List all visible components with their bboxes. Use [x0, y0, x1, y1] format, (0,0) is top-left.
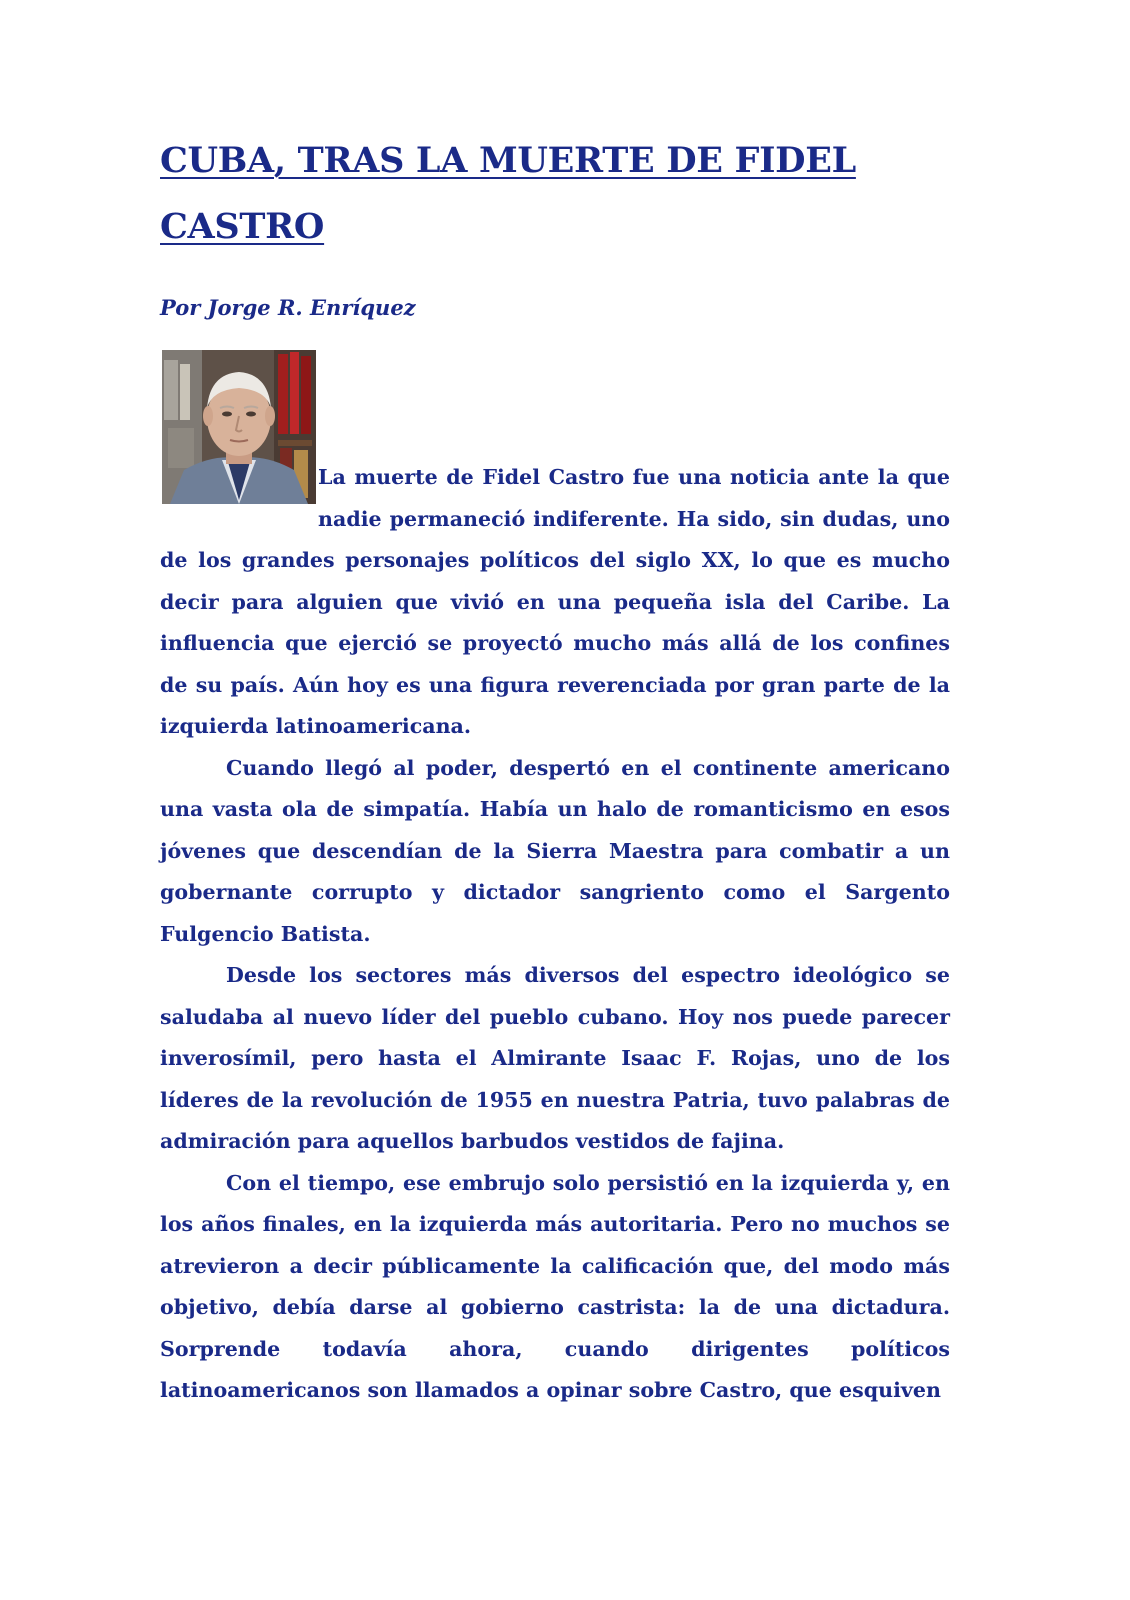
article-byline: Por Jorge R. Enríquez: [160, 295, 416, 320]
author-photo-icon: [162, 350, 316, 504]
article-paragraph-2: Cuando llegó al poder, despertó en el continente americano una vasta ola de simpatía. Había un halo de romanticismo en esos jóvenes que descendían de la Sierra Maestra para combatir a un gobernante corrupto y dictador sangriento como el Sargento Fulgencio Batista.: [160, 755, 950, 946]
article-title[interactable]: CUBA, TRAS LA MUERTE DE FIDEL CASTRO: [160, 140, 856, 247]
article-paragraph-1: La muerte de Fidel Castro fue una noticia ante la que nadie permaneció indiferente. Ha sido, sin dudas, uno de los grandes personajes políticos del siglo XX, lo que es mucho decir para alguien que vivió en una pequeña isla del Caribe. La influencia que ejerció se proyectó mucho más allá de los confines de su país. Aún hoy es una figura reverenciada por gran parte de la izquierda latinoamericana.: [160, 465, 950, 738]
article-body: [160, 350, 950, 1412]
article-paragraph-3: Desde los sectores más diversos del espectro ideológico se saludaba al nuevo líder del pueblo cubano. Hoy nos puede parecer inverosímil, pero hasta el Almirante Isaac F. Rojas, uno de los líderes de la revolución de 1955 en nuestra Patria, tuvo palabras de admiración para aquellos barbudos vestidos de fajina.: [160, 963, 950, 1153]
article-paragraph-4: Con el tiempo, ese embrujo solo persistió en la izquierda y, en los años finales, en la izquierda más autoritaria. Pero no muchos se atrevieron a decir públicamente la calificación que, del modo más objetivo, debía darse al gobierno castrista: la de una dictadura. Sorprende todavía ahora, cuando dirigentes políticos latinoamericanos son llamados a opinar sobre Castro, que esquiven: [160, 1170, 950, 1402]
